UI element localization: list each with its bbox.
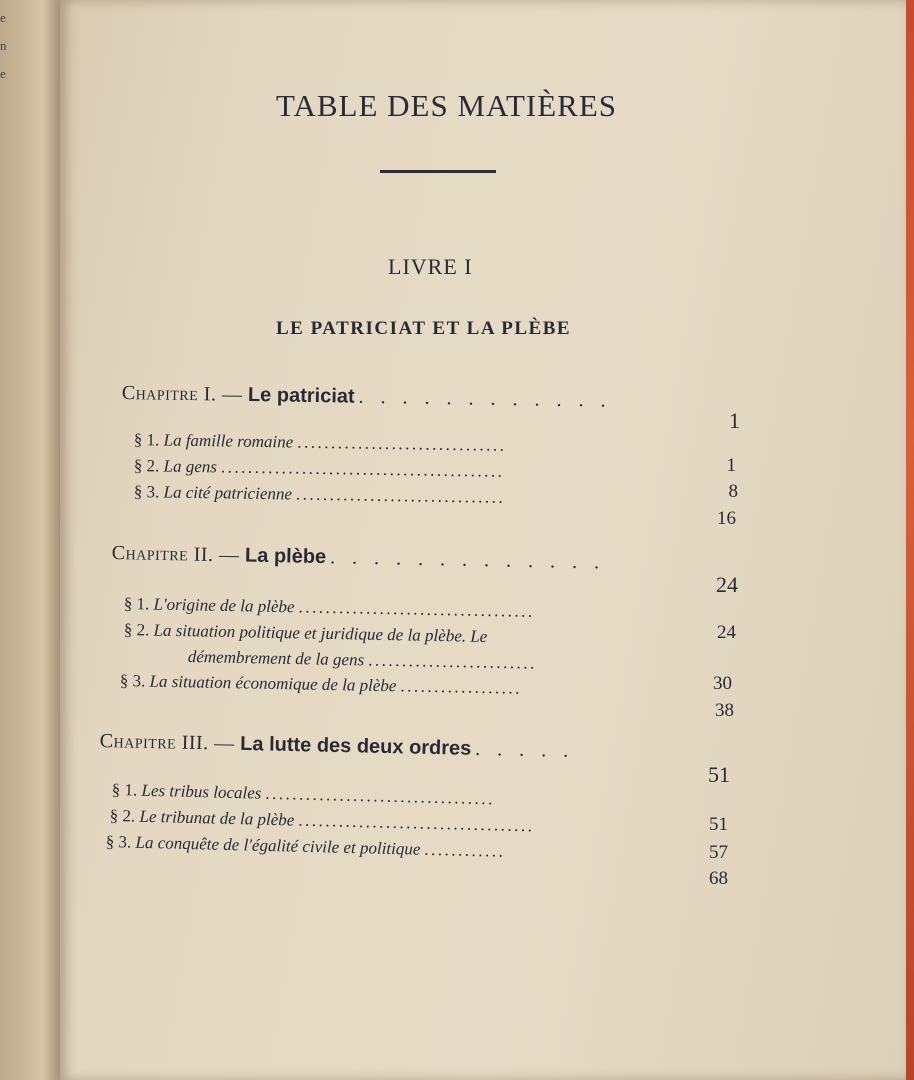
section-page-number: 1 xyxy=(726,455,736,476)
section-page-number: 68 xyxy=(709,868,728,889)
section-entry: § 3. La conquête de l'égalité civile et politique ............ xyxy=(105,832,506,861)
chapter-page-number: 1 xyxy=(729,408,740,433)
section-title: La situation économique de la plèbe xyxy=(149,671,397,696)
dot-leader: . . . . . . . . . . . . xyxy=(358,385,612,412)
section-entry-continued: démembrement de la gens ......................... xyxy=(187,647,538,673)
chapter-page-number: 51 xyxy=(708,762,730,787)
section-title: La gens xyxy=(163,456,218,477)
facing-page-fragment: e xyxy=(0,66,6,81)
section-page-number: 57 xyxy=(709,842,728,863)
section-title: La conquête de l'égalité civile et politique xyxy=(135,832,421,859)
dot-leader: . . . . . . . . . . . . . xyxy=(329,546,606,574)
book-title: LE PATRICIAT ET LA PLÈBE xyxy=(276,318,572,339)
section-entry: § 1. La famille romaine ............................... xyxy=(133,430,507,455)
section-page-number: 8 xyxy=(728,481,738,502)
chapter-page-number: 24 xyxy=(716,572,738,597)
table-of-contents xyxy=(60,0,906,1080)
book-page xyxy=(60,0,906,1080)
chapter-title: La plèbe xyxy=(244,544,327,569)
section-page-number: 38 xyxy=(715,700,734,721)
section-title: La cité patricienne xyxy=(163,482,293,504)
livre-heading: LIVRE I xyxy=(388,254,473,279)
section-title: Le tribunat de la plèbe xyxy=(139,806,295,830)
section-page-number: 16 xyxy=(717,508,736,529)
section-entry: § 2. Le tribunat de la plèbe ................................... xyxy=(109,806,535,836)
page-title: TABLE DES MATIÈRES xyxy=(276,88,618,123)
section-page-number: 51 xyxy=(709,814,728,835)
chapter-label: Chapitre II. — xyxy=(111,542,246,567)
chapter-label: Chapitre III. — xyxy=(99,730,241,755)
chapter-entry xyxy=(112,542,606,574)
section-page-number: 24 xyxy=(717,622,736,643)
chapter-title: La lutte des deux ordres xyxy=(239,732,472,760)
chapter-title: Le patriciat xyxy=(247,383,355,408)
facing-page-edge xyxy=(0,0,62,1080)
section-entry: § 1. L'origine de la plèbe ................................... xyxy=(123,594,535,621)
section-page-number: 30 xyxy=(713,673,732,694)
section-entry: § 2. La gens .......................................... xyxy=(133,456,505,481)
dot-leader: . . . . . xyxy=(475,737,575,762)
section-title: L'origine de la plèbe xyxy=(153,594,295,617)
chapter-entry xyxy=(122,382,612,413)
section-entry: § 2. La situation politique et juridique de la plèbe. Le xyxy=(123,620,488,646)
facing-page-fragment: n xyxy=(0,38,7,53)
red-cover-edge xyxy=(906,0,914,1080)
section-title: La famille romaine xyxy=(163,430,294,452)
section-entry: § 3. La cité patricienne ............................... xyxy=(133,482,506,507)
section-entry: § 3. La situation économique de la plèbe .................. xyxy=(119,671,523,698)
title-rule xyxy=(380,170,496,173)
section-entry: § 1. Les tribus locales .................................. xyxy=(111,780,496,809)
chapter-label: Chapitre I. — xyxy=(121,382,249,406)
section-title: démembrement de la gens xyxy=(187,647,365,670)
chapter-entry xyxy=(100,730,575,763)
facing-page-fragment: e xyxy=(0,10,6,25)
section-title: La situation politique et juridique de la plèbe. Le xyxy=(153,620,488,646)
section-title: Les tribus locales xyxy=(141,780,262,803)
